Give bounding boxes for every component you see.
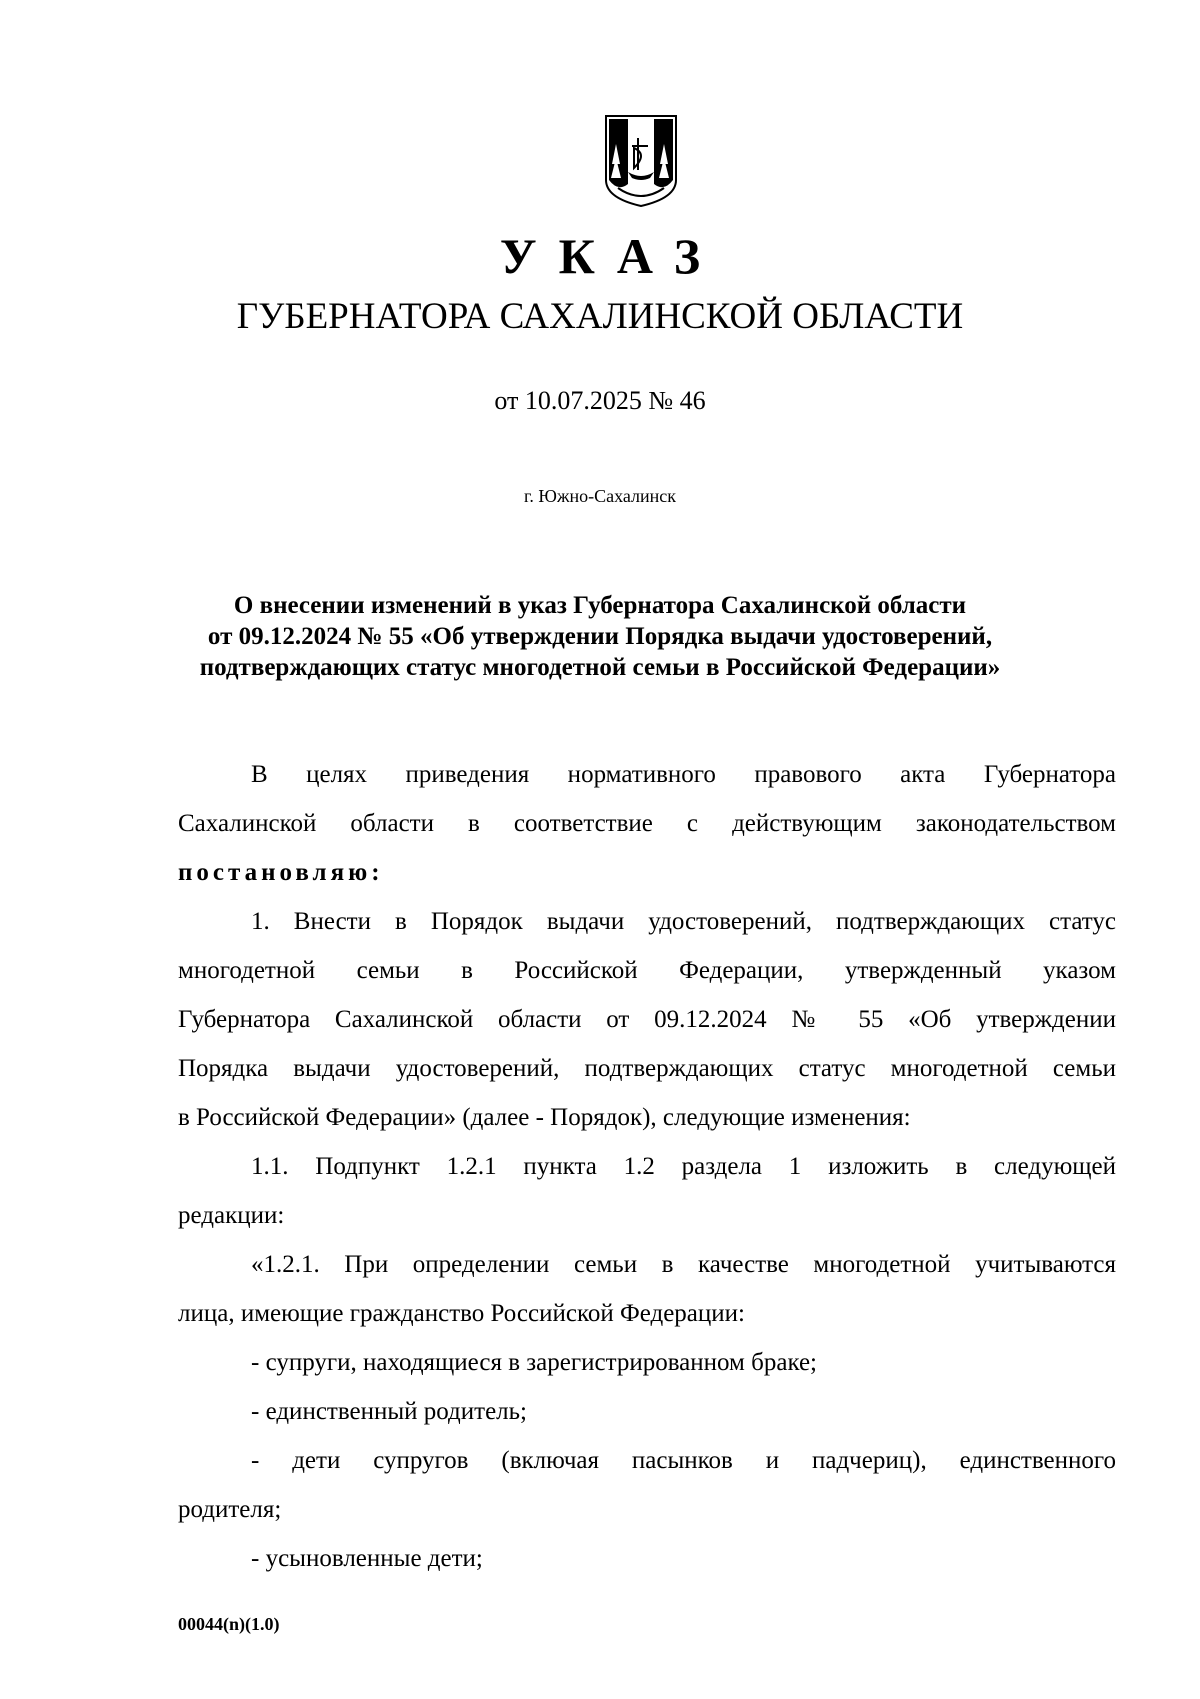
body-line: многодетной семьи в Российской Федерации, утвержденный указом xyxy=(178,957,1116,984)
body-line: Сахалинской области в соответствие с действующим законодательством xyxy=(178,810,1116,837)
document-body xyxy=(178,755,1116,1588)
body-line: - дети супругов (включая пасынков и падчериц), единственного xyxy=(251,1447,1116,1474)
heading-line: О внесении изменений в указ Губернатора Сахалинской области xyxy=(233,592,967,619)
sakhalin-coat-of-arms-icon xyxy=(604,114,678,208)
body-line: родителя; xyxy=(178,1496,282,1523)
body-line: 1. Внести в Порядок выдачи удостоверений, подтверждающих статус xyxy=(251,908,1116,935)
document-city: г. Южно-Сахалинск xyxy=(523,486,677,506)
heading-line: подтверждающих статус многодетной семьи в Российской Федерации» xyxy=(199,654,1001,681)
body-line-decree: постановляю: xyxy=(178,859,384,886)
body-line: - единственный родитель; xyxy=(251,1398,528,1425)
body-line: редакции: xyxy=(178,1202,285,1229)
body-line: В целях приведения нормативного правового акта Губернатора xyxy=(251,761,1116,788)
document-heading xyxy=(150,590,1050,683)
body-line: в Российской Федерации» (далее - Порядок), следующие изменения: xyxy=(178,1104,911,1131)
document-subtitle: ГУБЕРНАТОРА САХАЛИНСКОЙ ОБЛАСТИ xyxy=(236,296,964,337)
body-line: «1.2.1. При определении семьи в качестве многодетной учитываются xyxy=(251,1251,1116,1278)
document-footer-code: 00044(n)(1.0) xyxy=(178,1614,280,1634)
document-date-number: от 10.07.2025 № 46 xyxy=(494,386,706,415)
body-line: 1.1. Подпункт 1.2.1 пункта 1.2 раздела 1 изложить в следующей xyxy=(251,1153,1116,1180)
body-line: Губернатора Сахалинской области от 09.12.2024 № 55 «Об утверждении xyxy=(178,1006,1116,1033)
heading-line: от 09.12.2024 № 55 «Об утверждении Порядка выдачи удостоверений, xyxy=(207,623,993,650)
document-title: УКАЗ xyxy=(499,228,723,284)
body-line: - усыновленные дети; xyxy=(251,1545,483,1572)
body-line: лица, имеющие гражданство Российской Федерации: xyxy=(178,1300,745,1327)
body-line: - супруги, находящиеся в зарегистрированном браке; xyxy=(251,1349,818,1376)
body-line: Порядка выдачи удостоверений, подтверждающих статус многодетной семьи xyxy=(178,1055,1116,1082)
